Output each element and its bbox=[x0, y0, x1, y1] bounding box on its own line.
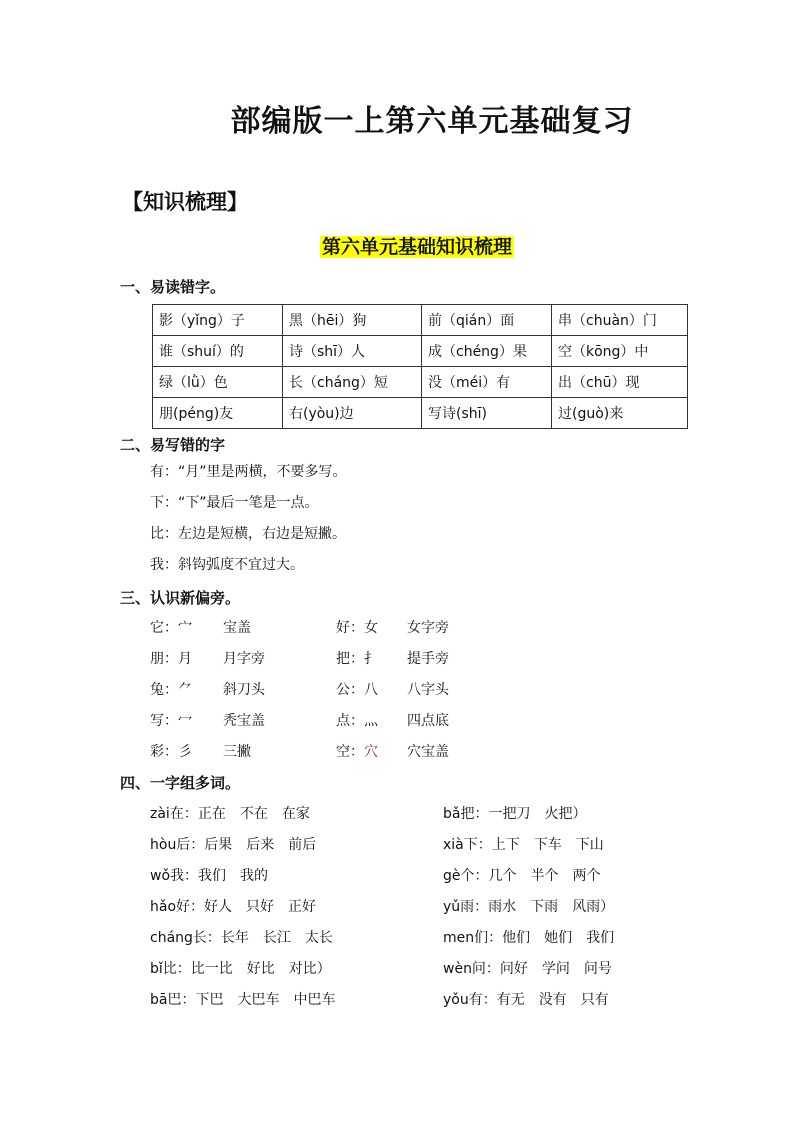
word-group: gè个：几个 半个 两个 bbox=[443, 868, 601, 884]
table-row bbox=[153, 336, 688, 367]
part2-heading: 二、易写错的字 bbox=[120, 436, 226, 454]
radical-char: 点：灬 bbox=[336, 713, 378, 729]
radical-name: 宝盖 bbox=[223, 620, 251, 636]
word-group: hòu后：后果 后来 前后 bbox=[150, 837, 317, 853]
table-cell: 没（méi）有 bbox=[422, 367, 552, 398]
radical-char bbox=[336, 741, 378, 761]
table-cell: 成（chéng）果 bbox=[422, 336, 552, 367]
radical-name: 月字旁 bbox=[223, 651, 265, 667]
writing-note: 比：左边是短横，右边是短撇。 bbox=[150, 526, 346, 542]
radical-char-label: 空： bbox=[336, 744, 364, 760]
table-row bbox=[153, 305, 688, 336]
word-group: xià下：上下 下车 下山 bbox=[443, 837, 604, 853]
word-group: bā巴：下巴 大巴车 中巴车 bbox=[150, 992, 336, 1008]
word-group: cháng长：长年 长江 太长 bbox=[150, 930, 333, 946]
word-group: bǐ比：比一比 好比 对比） bbox=[150, 961, 331, 977]
radical-char: 公：八 bbox=[336, 682, 378, 698]
radical-name: 八字头 bbox=[407, 682, 449, 698]
word-group: men们：他们 她们 我们 bbox=[443, 930, 615, 946]
part3-heading: 三、认识新偏旁。 bbox=[120, 589, 241, 607]
word-group: wèn问：问好 学问 问号 bbox=[443, 961, 612, 977]
subtitle bbox=[0, 232, 794, 259]
table-row bbox=[153, 398, 688, 429]
radical-name: 提手旁 bbox=[407, 651, 449, 667]
table-cell: 朋(péng)友 bbox=[153, 398, 283, 429]
radical-char: 它：宀 bbox=[150, 620, 192, 636]
table-cell: 长（cháng）短 bbox=[283, 367, 422, 398]
word-group: yǒu有：有无 没有 只有 bbox=[443, 992, 609, 1008]
radical-char: 兔：⺈ bbox=[150, 682, 192, 698]
easy-misread-table bbox=[152, 304, 688, 429]
table-cell: 黑（hēi）狗 bbox=[283, 305, 422, 336]
table-cell: 诗（shī）人 bbox=[283, 336, 422, 367]
word-group: bǎ把：一把刀 火把） bbox=[443, 806, 587, 822]
table-row bbox=[153, 367, 688, 398]
table-cell: 过(guò)来 bbox=[552, 398, 688, 429]
subtitle-highlight: 第六单元基础知识梳理 bbox=[321, 236, 512, 258]
radical-name: 三撇 bbox=[223, 744, 251, 760]
radical-char: 彩：彡 bbox=[150, 744, 192, 760]
radical-red-glyph: 穴 bbox=[364, 744, 378, 760]
word-group: zài在：正在 不在 在家 bbox=[150, 806, 310, 822]
radical-name: 女字旁 bbox=[407, 620, 449, 636]
word-group: wǒ我：我们 我的 bbox=[150, 868, 269, 884]
radical-name: 斜刀头 bbox=[223, 682, 265, 698]
word-group: yǔ雨：雨水 下雨 风雨） bbox=[443, 899, 615, 915]
section-heading: 【知识梳理】 bbox=[122, 189, 248, 214]
word-group: hǎo好：好人 只好 正好 bbox=[150, 899, 317, 915]
table-cell: 出（chū）现 bbox=[552, 367, 688, 398]
radical-char: 好：女 bbox=[336, 620, 378, 636]
page-title: 部编版一上第六单元基础复习 bbox=[230, 104, 634, 139]
radical-char: 把：扌 bbox=[336, 651, 378, 667]
part1-heading: 一、易读错字。 bbox=[120, 278, 226, 296]
table-cell: 谁（shuí）的 bbox=[153, 336, 283, 367]
table-cell: 写诗(shī) bbox=[422, 398, 552, 429]
radical-name: 四点底 bbox=[407, 713, 449, 729]
radical-char: 朋：月 bbox=[150, 651, 192, 667]
radical-name: 穴宝盖 bbox=[407, 744, 449, 760]
table-cell: 影（yǐng）子 bbox=[153, 305, 283, 336]
table-cell: 串（chuàn）门 bbox=[552, 305, 688, 336]
table-cell: 绿（lǜ）色 bbox=[153, 367, 283, 398]
radical-name: 秃宝盖 bbox=[223, 713, 265, 729]
part4-heading: 四、一字组多词。 bbox=[120, 774, 241, 792]
table-cell: 前（qián）面 bbox=[422, 305, 552, 336]
table-cell: 空（kōng）中 bbox=[552, 336, 688, 367]
writing-note: 有：“月”里是两横，不要多写。 bbox=[150, 464, 347, 480]
table-cell: 右(yòu)边 bbox=[283, 398, 422, 429]
radical-char: 写：冖 bbox=[150, 713, 192, 729]
writing-note: 我：斜钩弧度不宜过大。 bbox=[150, 557, 304, 573]
writing-note: 下：“下”最后一笔是一点。 bbox=[150, 495, 319, 511]
